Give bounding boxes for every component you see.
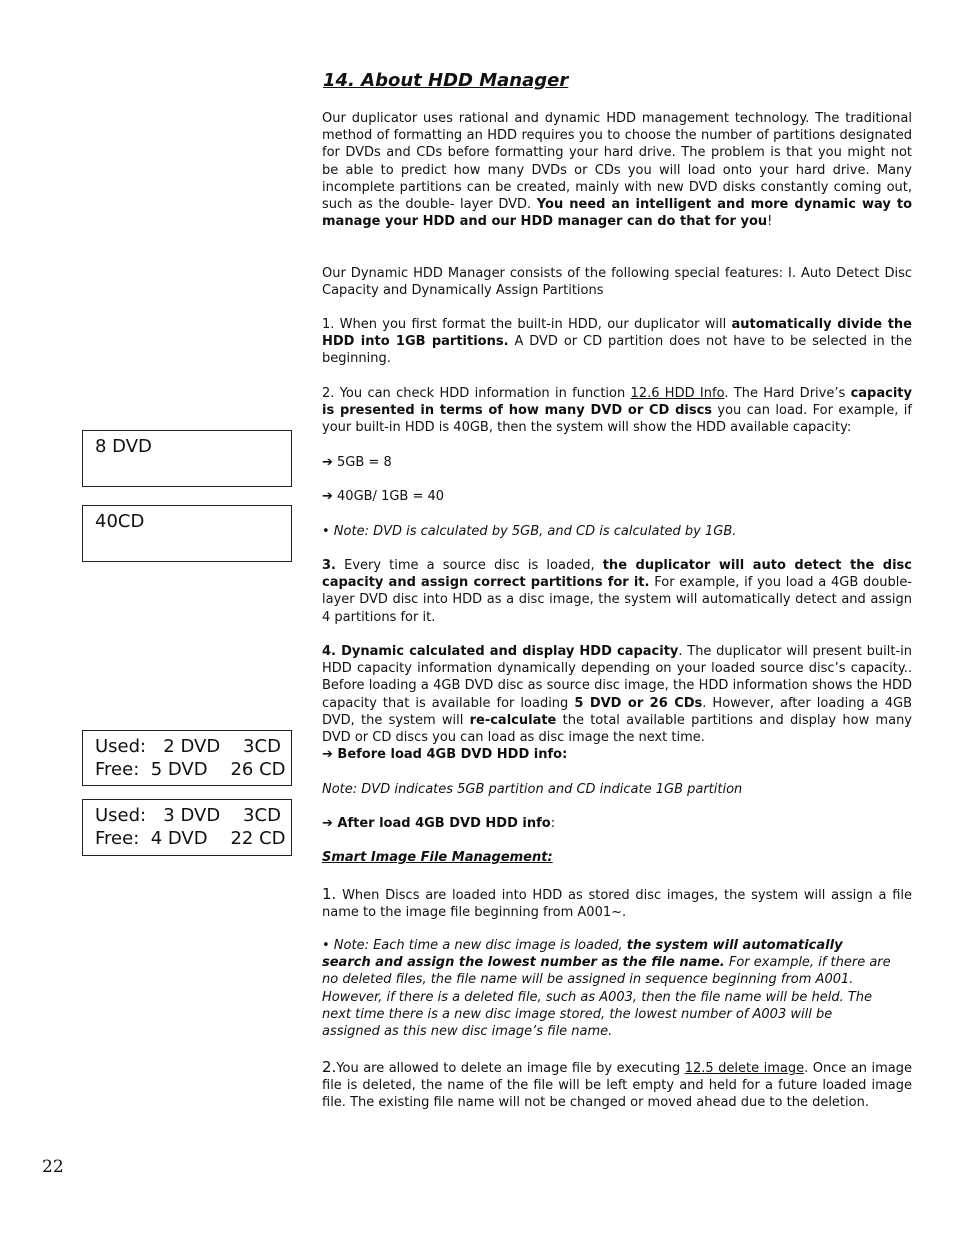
note-dvd-cd: • Note: DVD is calculated by 5GB, and CD is calculated by 1GB. bbox=[322, 524, 737, 539]
delete-image-link[interactable]: 12.5 delete image bbox=[684, 1061, 805, 1076]
smart-item-1-text: When Discs are loaded into HDD as stored disc images, the system will assign a file name to the image file beginning from A001~. bbox=[322, 888, 912, 921]
item-4-bold-count: 5 DVD or 26 CDs bbox=[574, 695, 703, 711]
smart-item-2-num: 2. bbox=[322, 1058, 337, 1076]
section-heading: 14. About HDD Manager bbox=[323, 70, 569, 91]
lcd-line: 8 DVD bbox=[95, 436, 152, 457]
intro-paragraph bbox=[322, 110, 912, 230]
intro-end: ! bbox=[767, 214, 773, 230]
note-file-post: For example, if there are no deleted files, the file name will be assigned in sequence beginning from A001. However, if there is a deleted file, such as A003, then the file name will be held. The next time there is a new disc image stored, the lowest number of A003 will be assigned as this new disc image’s file name. bbox=[322, 955, 891, 1040]
item-1-post: A DVD or CD partition does not have to be selected in the beginning. bbox=[322, 334, 912, 367]
item-3-post: For example, if you load a 4GB double-layer DVD disc into HDD as a disc image, the system will automatically detect and assign 4 partitions for it. bbox=[322, 575, 913, 625]
smart-item-1 bbox=[322, 886, 912, 921]
item-3-bold: the duplicator will auto detect the disc capacity and assign correct partitions for it. bbox=[322, 558, 912, 591]
note-file-pre: • Note: Each time a new disc image is loaded, bbox=[322, 938, 627, 953]
lcd-box-after-load bbox=[82, 799, 292, 856]
arrow-5gb: ➔ 5GB = 8 bbox=[322, 455, 392, 470]
item-4-mid: . However, after loading a 4GB DVD, the system will bbox=[322, 695, 912, 728]
before-load-label bbox=[322, 746, 912, 763]
smart-item-2-pre: You are allowed to delete an image file by executing bbox=[336, 1061, 685, 1076]
page-number: 22 bbox=[42, 1157, 64, 1177]
item-2-bold: capacity is presented in terms of how many DVD or CD discs bbox=[322, 386, 912, 419]
arrow-40gb: ➔ 40GB/ 1GB = 40 bbox=[322, 489, 445, 504]
item-4-post: the total available partitions and display how many DVD or CD discs you can load as disc image the next time. bbox=[322, 712, 912, 746]
smart-heading bbox=[322, 849, 912, 866]
lcd-line: 40CD bbox=[95, 511, 145, 532]
item-3-pre: Every time a source disc is loaded, bbox=[335, 558, 603, 573]
features-paragraph: Our Dynamic HDD Manager consists of the following special features: I. Auto Detect Disc Capacity and Dynamically Assign Partitions bbox=[322, 266, 912, 299]
smart-item-2-post: . Once an image file is deleted, the name of the file will be left empty and held for a future loaded image file. The existing file name will not be changed or moved ahead due to the deletion. bbox=[322, 1061, 912, 1111]
lcd-box-before-load bbox=[82, 730, 292, 786]
smart-item-1-num: 1. bbox=[322, 885, 337, 903]
smart-heading-text: Smart Image File Management: bbox=[322, 850, 553, 865]
item-1 bbox=[322, 316, 912, 368]
item-1-pre: 1. When you first format the built-in HDD, our duplicator will bbox=[322, 317, 732, 332]
item-4-bold-title: 4. Dynamic calculated and display HDD capacity bbox=[322, 644, 679, 659]
item-4-pre: . The duplicator will present built-in HDD capacity information dynamically depending on your loaded source disc’s capacity.. Before loading a 4GB DVD disc as source disc image, the HDD information shows the HDD capacity that is available for loading bbox=[322, 644, 912, 711]
lcd-line: Used: 3 DVD 3CD bbox=[95, 805, 281, 826]
item-3-num: 3. bbox=[322, 558, 336, 573]
lcd-line: Free: 5 DVD 26 CD bbox=[95, 759, 286, 780]
item-4-bold-recalc: re-calculate bbox=[469, 712, 557, 728]
item-2-post: you can load. For example, if your built-in HDD is 40GB, then the system will show the HDD available capacity: bbox=[322, 403, 912, 436]
note-partition: Note: DVD indicates 5GB partition and CD indicate 1GB partition bbox=[322, 782, 743, 797]
lcd-line: Used: 2 DVD 3CD bbox=[95, 736, 281, 757]
before-load-text: ➔ Before load 4GB DVD HDD info: bbox=[322, 747, 568, 762]
item-2-mid: . The Hard Drive’s bbox=[724, 386, 851, 401]
intro-bold: You need an intelligent and more dynamic way to manage your HDD and our HDD manager can do that for you bbox=[322, 197, 913, 230]
item-2 bbox=[322, 385, 912, 437]
after-load-text: ➔ After load 4GB DVD HDD info bbox=[322, 816, 551, 831]
item-3 bbox=[322, 557, 912, 626]
after-load-label bbox=[322, 815, 912, 832]
lcd-line: Free: 4 DVD 22 CD bbox=[95, 828, 286, 849]
lcd-box-cd bbox=[82, 505, 292, 562]
hdd-info-link[interactable]: 12.6 HDD Info bbox=[630, 386, 725, 401]
after-load-colon: : bbox=[550, 816, 556, 831]
item-2-pre: 2. You can check HDD information in function bbox=[322, 386, 631, 401]
note-file-bold: the system will automatically search and assign the lowest number as the file name. bbox=[322, 938, 843, 971]
note-file-name bbox=[322, 937, 892, 1040]
item-4 bbox=[322, 643, 912, 746]
item-1-bold: automatically divide the HDD into 1GB partitions. bbox=[322, 317, 912, 350]
smart-item-2 bbox=[322, 1059, 912, 1112]
intro-text: Our duplicator uses rational and dynamic HDD management technology. The traditional method of formatting an HDD requires you to choose the number of partitions designated for DVDs and CDs before formatting your hard drive. The problem is that you might not be able to predict how many DVDs or CDs you will load onto your hard drive. Many incomplete partitions can be created, mainly with new DVD disks constantly coming out, such as the double- layer DVD. bbox=[322, 111, 912, 213]
lcd-box-dvd bbox=[82, 430, 292, 487]
